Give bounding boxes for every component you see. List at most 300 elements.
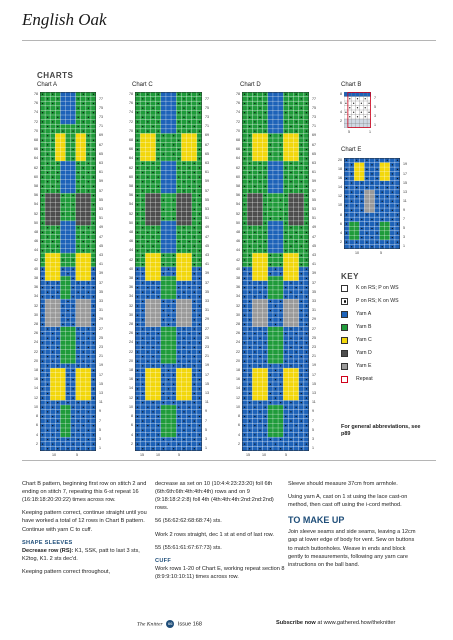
- purl-dot: [285, 103, 286, 104]
- purl-dot: [194, 200, 195, 201]
- row-number: 6: [238, 423, 240, 428]
- stitch-cell: [197, 410, 202, 415]
- stitch-cell: [283, 198, 288, 203]
- purl-dot: [306, 333, 307, 334]
- purl-dot: [42, 130, 43, 131]
- purl-dot: [152, 439, 153, 440]
- row-number: 4: [340, 109, 342, 114]
- purl-dot: [57, 356, 58, 357]
- purl-dot: [194, 338, 195, 339]
- stitch-cell: [268, 313, 273, 318]
- purl-dot: [62, 269, 63, 270]
- purl-dot: [78, 126, 79, 127]
- purl-dot: [254, 407, 255, 408]
- purl-dot: [88, 107, 89, 108]
- stitch-cell: [197, 345, 202, 350]
- stitch-cell: [283, 410, 288, 415]
- row-number: 40: [34, 266, 38, 271]
- stitch-cell: [263, 281, 268, 286]
- stitch-cell: [166, 193, 171, 198]
- purl-dot: [147, 287, 148, 288]
- charts-heading: CHARTS: [37, 71, 74, 80]
- stitch-cell: [242, 198, 247, 203]
- stitch-cell: [71, 382, 76, 387]
- stitch-cell: [140, 405, 145, 410]
- stitch-cell: [145, 179, 150, 184]
- stitch-cell: [197, 198, 202, 203]
- purl-dot: [137, 167, 138, 168]
- stitch-cell: [135, 327, 140, 332]
- purl-dot: [270, 365, 271, 366]
- purl-dot: [345, 103, 346, 104]
- stitch-cell: [145, 124, 150, 129]
- purl-dot: [137, 158, 138, 159]
- stitch-cell: [181, 92, 186, 97]
- stitch-cell: [283, 437, 288, 442]
- purl-dot: [301, 190, 302, 191]
- purl-dot: [52, 158, 53, 159]
- purl-dot: [72, 259, 73, 260]
- stitch-cell: [65, 193, 70, 198]
- purl-dot: [265, 213, 266, 214]
- stitch-cell: [76, 341, 81, 346]
- purl-dot: [183, 117, 184, 118]
- purl-dot: [194, 301, 195, 302]
- motif-block: [247, 193, 262, 225]
- stitch-cell: [273, 202, 278, 207]
- row-number: 5: [99, 427, 101, 432]
- stitch-cell: [187, 170, 192, 175]
- row-number: 22: [236, 349, 240, 354]
- stitch-cell: [197, 364, 202, 369]
- purl-dot: [306, 186, 307, 187]
- purl-dot: [295, 416, 296, 417]
- purl-dot: [83, 333, 84, 334]
- stitch-cell: [242, 318, 247, 323]
- stitch-cell: [299, 341, 304, 346]
- stitch-cell: [176, 419, 181, 424]
- stitch-cell: [252, 290, 257, 295]
- stitch-cell: [65, 207, 70, 212]
- purl-dot: [178, 112, 179, 113]
- purl-dot: [356, 242, 357, 243]
- stitch-cell: [299, 101, 304, 106]
- purl-dot: [356, 187, 357, 188]
- stitch-cell: [395, 235, 400, 240]
- purl-dot: [382, 201, 383, 202]
- stitch-cell: [294, 327, 299, 332]
- stitch-cell: [197, 290, 202, 295]
- purl-dot: [163, 374, 164, 375]
- row-number: 24: [129, 340, 133, 345]
- row-number: 57: [312, 188, 316, 193]
- purl-dot: [52, 186, 53, 187]
- stitch-cell: [50, 97, 55, 102]
- row-number: 11: [205, 400, 209, 405]
- stitch-cell: [192, 212, 197, 217]
- purl-dot: [137, 94, 138, 95]
- stitch-cell: [364, 217, 369, 222]
- stitch-cell: [140, 295, 145, 300]
- stitch-cell: [299, 350, 304, 355]
- stitch-cell: [71, 318, 76, 323]
- stitch-cell: [242, 207, 247, 212]
- purl-dot: [183, 448, 184, 449]
- purl-dot: [188, 121, 189, 122]
- stitch-cell: [40, 382, 45, 387]
- stitch-cell: [375, 199, 380, 204]
- purl-dot: [158, 342, 159, 343]
- purl-dot: [163, 393, 164, 394]
- stitch-cell: [197, 308, 202, 313]
- purl-dot: [93, 416, 94, 417]
- stitch-cell: [395, 244, 400, 249]
- purl-dot: [371, 228, 372, 229]
- purl-dot: [392, 201, 393, 202]
- purl-dot: [188, 434, 189, 435]
- purl-dot: [93, 121, 94, 122]
- purl-dot: [72, 204, 73, 205]
- purl-dot: [158, 333, 159, 334]
- stitch-cell: [50, 170, 55, 175]
- purl-dot: [88, 365, 89, 366]
- purl-dot: [275, 443, 276, 444]
- purl-dot: [42, 94, 43, 95]
- purl-dot: [93, 305, 94, 306]
- purl-dot: [249, 402, 250, 403]
- stitch-cell: [268, 304, 273, 309]
- purl-dot: [244, 250, 245, 251]
- purl-dot: [199, 370, 200, 371]
- stitch-cell: [50, 336, 55, 341]
- stitch-cell: [304, 419, 309, 424]
- stitch-cell: [45, 414, 50, 419]
- stitch-cell: [247, 405, 252, 410]
- purl-dot: [163, 135, 164, 136]
- stitch-cell: [359, 119, 363, 124]
- purl-dot: [147, 407, 148, 408]
- stitch-cell: [252, 235, 257, 240]
- purl-dot: [397, 196, 398, 197]
- purl-dot: [301, 181, 302, 182]
- stitch-cell: [166, 382, 171, 387]
- stitch-cell: [91, 336, 96, 341]
- purl-dot: [152, 328, 153, 329]
- stitch-cell: [247, 387, 252, 392]
- purl-dot: [93, 94, 94, 95]
- purl-dot: [47, 135, 48, 136]
- stitch-cell: [166, 133, 171, 138]
- stitch-cell: [273, 391, 278, 396]
- stitch-cell: [181, 350, 186, 355]
- row-number: 10: [129, 404, 133, 409]
- purl-dot: [47, 282, 48, 283]
- row-number: 28: [129, 322, 133, 327]
- stitch-cell: [166, 391, 171, 396]
- row-number: 33: [205, 299, 209, 304]
- purl-dot: [280, 448, 281, 449]
- purl-dot: [306, 443, 307, 444]
- purl-dot: [152, 181, 153, 182]
- stitch-cell: [71, 152, 76, 157]
- purl-dot: [301, 338, 302, 339]
- stitch-cell: [86, 405, 91, 410]
- purl-dot: [57, 190, 58, 191]
- purl-dot: [142, 117, 143, 118]
- stitch-cell: [156, 179, 161, 184]
- purl-dot: [199, 278, 200, 279]
- purl-dot: [137, 140, 138, 141]
- stitch-cell: [197, 373, 202, 378]
- row-number: 32: [236, 303, 240, 308]
- stitch-cell: [299, 129, 304, 134]
- row-number: 41: [99, 262, 103, 267]
- purl-dot: [147, 443, 148, 444]
- stitch-cell: [252, 124, 257, 129]
- purl-dot: [249, 319, 250, 320]
- stitch-cell: [140, 129, 145, 134]
- stitch-cell: [263, 364, 268, 369]
- purl-dot: [93, 259, 94, 260]
- stitch-cell: [375, 244, 380, 249]
- stitch-cell: [352, 115, 356, 120]
- purl-dot: [88, 402, 89, 403]
- row-number: 17: [312, 372, 316, 377]
- row-number: 43: [99, 253, 103, 257]
- purl-dot: [47, 236, 48, 237]
- stitch-cell: [176, 235, 181, 240]
- purl-dot: [83, 361, 84, 362]
- purl-dot: [163, 319, 164, 320]
- stitch-cell: [176, 354, 181, 359]
- purl-dot: [47, 430, 48, 431]
- purl-dot: [52, 342, 53, 343]
- purl-dot: [137, 241, 138, 242]
- stitch-cell: [187, 354, 192, 359]
- purl-dot: [173, 218, 174, 219]
- stitch-cell: [135, 216, 140, 221]
- purl-dot: [366, 178, 367, 179]
- stitch-cell: [257, 166, 262, 171]
- stitch-cell: [278, 202, 283, 207]
- purl-dot: [306, 269, 307, 270]
- purl-dot: [306, 140, 307, 141]
- stitch-cell: [252, 244, 257, 249]
- purl-dot: [142, 439, 143, 440]
- stitch-cell: [135, 419, 140, 424]
- stitch-cell: [268, 396, 273, 401]
- purl-dot: [285, 94, 286, 95]
- purl-dot: [290, 107, 291, 108]
- purl-dot: [295, 361, 296, 362]
- purl-dot: [301, 98, 302, 99]
- stitch-cell: [156, 354, 161, 359]
- stitch-cell: [364, 226, 369, 231]
- stitch-cell: [45, 359, 50, 364]
- stitch-cell: [288, 184, 293, 189]
- purl-dot: [194, 264, 195, 265]
- purl-dot: [178, 434, 179, 435]
- stitch-cell: [344, 244, 349, 249]
- stitch-cell: [288, 248, 293, 253]
- purl-dot: [366, 232, 367, 233]
- stitch-cell: [257, 405, 262, 410]
- purl-dot: [78, 338, 79, 339]
- stitch-cell: [273, 156, 278, 161]
- purl-dot: [244, 130, 245, 131]
- stitch-cell: [65, 368, 70, 373]
- row-number: 43: [205, 253, 209, 257]
- purl-dot: [57, 347, 58, 348]
- stitch-cell: [65, 313, 70, 318]
- purl-dot: [47, 117, 48, 118]
- stitch-cell: [145, 410, 150, 415]
- row-number: 11: [99, 400, 103, 405]
- stitch-cell: [192, 295, 197, 300]
- stitch-cell: [197, 262, 202, 267]
- purl-dot: [42, 176, 43, 177]
- stitch-cell: [60, 299, 65, 304]
- purl-dot: [93, 407, 94, 408]
- purl-dot: [259, 365, 260, 366]
- stitch-cell: [40, 327, 45, 332]
- stitch-cell: [55, 166, 60, 171]
- purl-dot: [254, 176, 255, 177]
- stitch-cell: [86, 331, 91, 336]
- stitch-cell: [257, 433, 262, 438]
- purl-dot: [199, 112, 200, 113]
- purl-dot: [173, 273, 174, 274]
- purl-dot: [301, 365, 302, 366]
- row-number: 29: [205, 317, 209, 322]
- purl-dot: [194, 420, 195, 421]
- stitch-cell: [197, 327, 202, 332]
- stitch-cell: [91, 410, 96, 415]
- purl-dot: [158, 94, 159, 95]
- purl-dot: [47, 448, 48, 449]
- stitch-cell: [364, 244, 369, 249]
- stitch-cell: [91, 364, 96, 369]
- stitch-cell: [76, 433, 81, 438]
- stitch-cell: [145, 97, 150, 102]
- stitch-cell: [156, 133, 161, 138]
- stitch-cell: [375, 235, 380, 240]
- purl-dot: [387, 160, 388, 161]
- stitch-cell: [60, 207, 65, 212]
- stitch-cell: [140, 322, 145, 327]
- row-number: 66: [129, 147, 133, 152]
- stitch-cell: [166, 308, 171, 313]
- purl-dot: [290, 172, 291, 173]
- stitch-cell: [76, 175, 81, 180]
- stitch-cell: [385, 199, 390, 204]
- stitch-cell: [76, 423, 81, 428]
- purl-dot: [301, 236, 302, 237]
- stitch-cell: [60, 308, 65, 313]
- purl-dot: [306, 305, 307, 306]
- row-number: 2: [238, 441, 240, 446]
- purl-dot: [249, 301, 250, 302]
- stitch-cell: [192, 359, 197, 364]
- purl-dot: [183, 402, 184, 403]
- row-number: 7: [205, 418, 207, 423]
- stitch-cell: [135, 354, 140, 359]
- purl-dot: [137, 232, 138, 233]
- stitch-cell: [278, 368, 283, 373]
- stitch-cell: [140, 331, 145, 336]
- purl-dot: [88, 144, 89, 145]
- purl-dot: [290, 439, 291, 440]
- purl-dot: [365, 116, 366, 117]
- stitch-cell: [50, 179, 55, 184]
- stitch-cell: [356, 119, 360, 124]
- purl-dot: [265, 167, 266, 168]
- stitch-cell: [91, 152, 96, 157]
- purl-dot: [158, 351, 159, 352]
- stitch-cell: [363, 101, 367, 106]
- stitch-cell: [192, 166, 197, 171]
- purl-dot: [301, 411, 302, 412]
- row-number: 51: [205, 216, 209, 221]
- row-number: 3: [312, 437, 314, 442]
- stitch-cell: [40, 428, 45, 433]
- row-number: 23: [99, 345, 103, 350]
- row-number: 38: [129, 276, 133, 281]
- purl-dot: [142, 420, 143, 421]
- stitch-cell: [171, 138, 176, 143]
- stitch-cell: [156, 115, 161, 120]
- purl-dot: [147, 121, 148, 122]
- purl-dot: [259, 236, 260, 237]
- stitch-cell: [65, 212, 70, 217]
- stitch-cell: [278, 147, 283, 152]
- row-number: 39: [205, 271, 209, 276]
- row-number: 49: [99, 225, 103, 230]
- purl-dot: [249, 246, 250, 247]
- purl-dot: [280, 273, 281, 274]
- stitch-cell: [91, 281, 96, 286]
- purl-dot: [152, 282, 153, 283]
- stitch-cell: [268, 138, 273, 143]
- stitch-cell: [140, 433, 145, 438]
- stitch-cell: [91, 318, 96, 323]
- stitch-cell: [257, 331, 262, 336]
- stitch-cell: [375, 163, 380, 168]
- stitch-cell: [242, 216, 247, 221]
- purl-dot: [137, 305, 138, 306]
- purl-dot: [376, 223, 377, 224]
- row-number: 7: [312, 418, 314, 423]
- purl-dot: [259, 402, 260, 403]
- stitch-cell: [375, 181, 380, 186]
- purl-dot: [188, 342, 189, 343]
- stitch-cell: [283, 244, 288, 249]
- stitch-cell: [187, 161, 192, 166]
- stitch-cell: [156, 225, 161, 230]
- row-number: 34: [34, 294, 38, 299]
- purl-dot: [72, 443, 73, 444]
- stitch-cell: [192, 341, 197, 346]
- purl-dot: [199, 315, 200, 316]
- purl-dot: [346, 196, 347, 197]
- stitch-cell: [91, 354, 96, 359]
- stitch-cell: [40, 318, 45, 323]
- stitch-cell: [263, 336, 268, 341]
- stitch-cell: [45, 110, 50, 115]
- stitch-cell: [247, 258, 252, 263]
- purl-dot: [368, 103, 369, 104]
- purl-dot: [78, 246, 79, 247]
